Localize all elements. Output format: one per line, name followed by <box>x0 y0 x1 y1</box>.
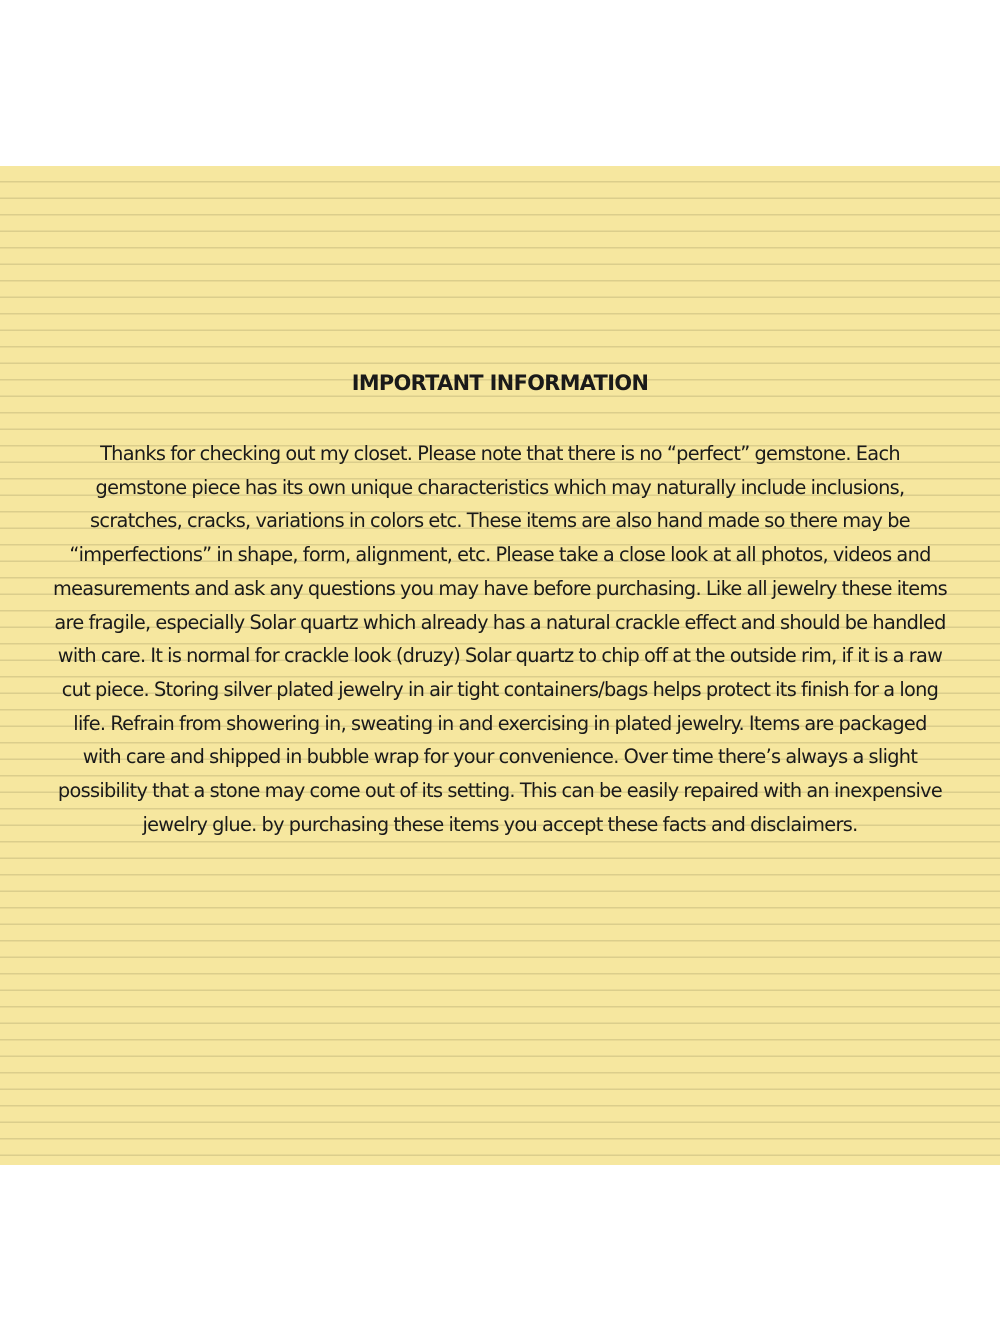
notice-line: possibility that a stone may come out of its setting. This can be easily repaired with an inexpensive <box>57 779 943 803</box>
notice-line: scratches, cracks, variations in colors etc. These items are also hand made so there may be <box>90 509 910 533</box>
notice-line: gemstone piece has its own unique characteristics which may naturally include inclusions, <box>95 475 905 499</box>
notice-line: “imperfections” in shape, form, alignment, etc. Please take a close look at all photos, videos and <box>69 543 931 567</box>
notice-line: measurements and ask any questions you may have before purchasing. Like all jewelry these items <box>53 576 947 600</box>
notice-line: with care and shipped in bubble wrap for your convenience. Over time there’s always a slight <box>82 745 918 769</box>
notice-title: IMPORTANT INFORMATION <box>351 371 649 395</box>
notice-line: cut piece. Storing silver plated jewelry in air tight containers/bags helps protect its finish for a long <box>61 677 939 701</box>
notice-line: jewelry glue. by purchasing these items you accept these facts and disclaimers. <box>142 812 858 836</box>
notice-line: with care. It is normal for crackle look (druzy) Solar quartz to chip off at the outside rim, if it is a raw <box>57 644 943 668</box>
notice-body <box>0 437 1000 841</box>
yellow-notepad-paper <box>0 166 1000 1165</box>
notice-line: life. Refrain from showering in, sweating in and exercising in plated jewelry. Items are packaged <box>73 711 927 735</box>
notice-line: Thanks for checking out my closet. Please note that there is no “perfect” gemstone. Each <box>100 442 900 465</box>
notice-line: are fragile, especially Solar quartz which already has a natural crackle effect and should be handled <box>54 610 946 634</box>
